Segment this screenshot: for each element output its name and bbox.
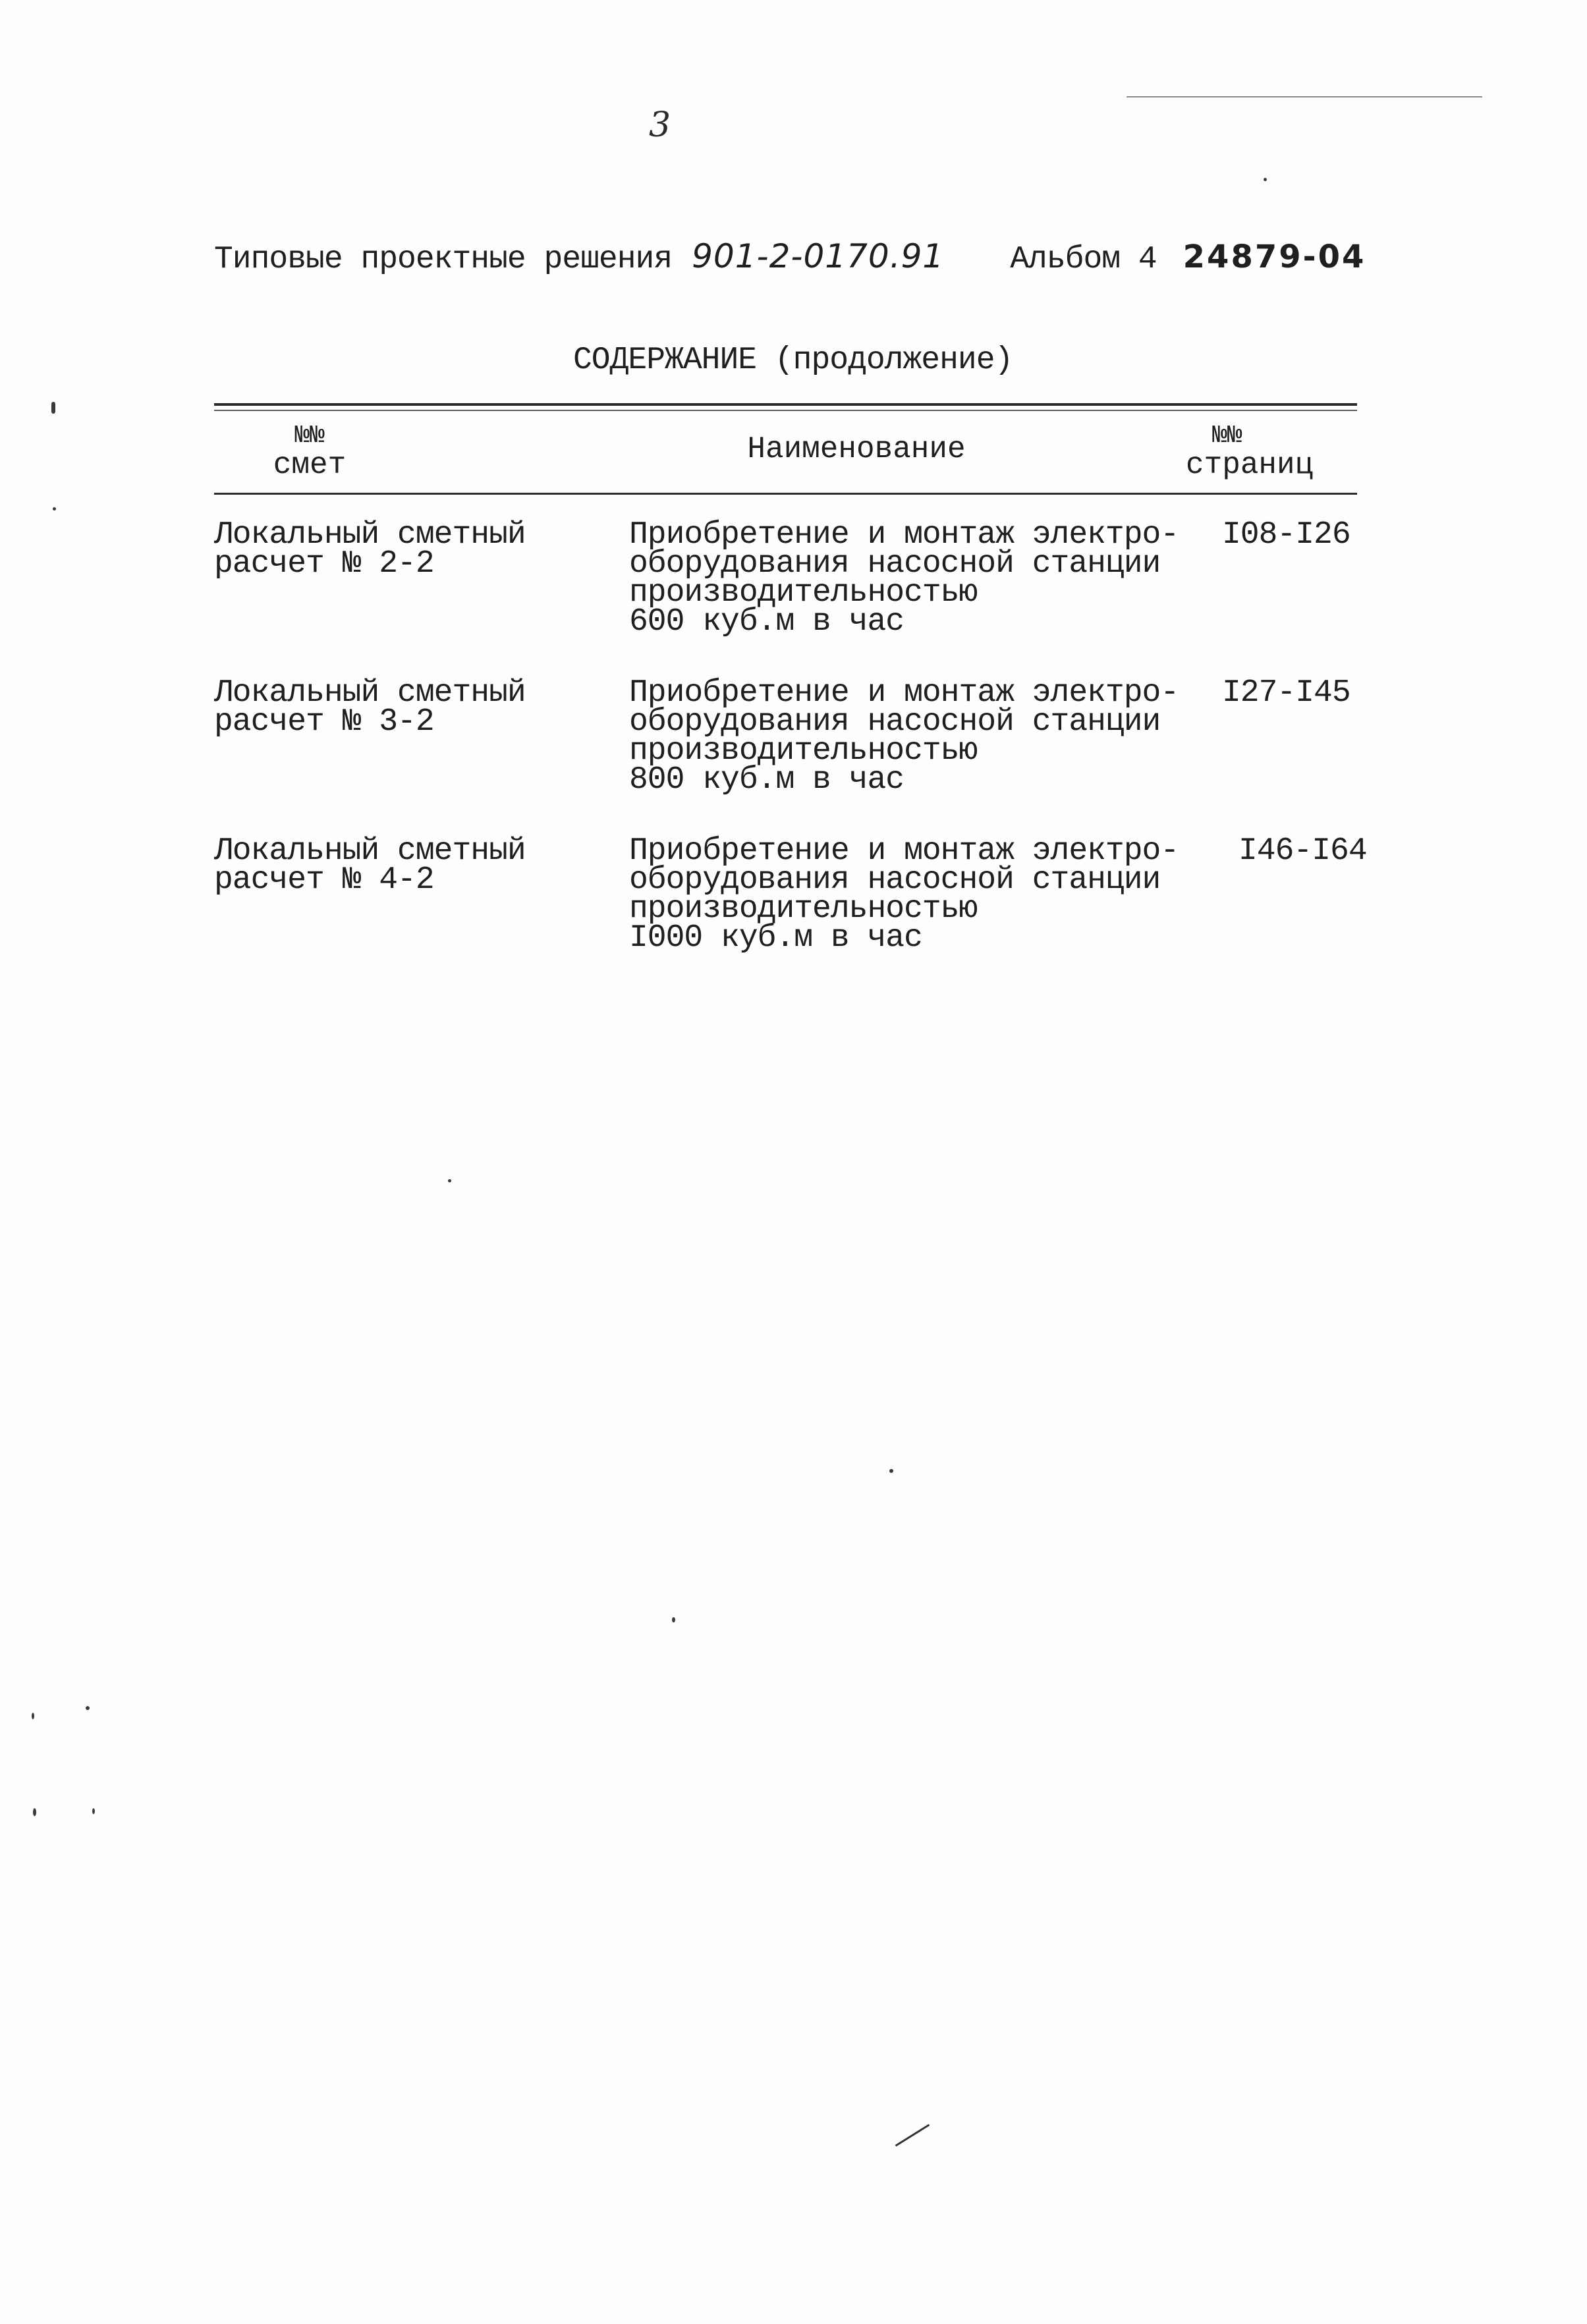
name-line: Приобретение и монтаж электро- <box>629 833 1179 869</box>
column-header-name: Наименование <box>747 432 966 466</box>
column-header-label: страниц <box>1186 448 1314 482</box>
archive-number-stamp: 24879-04 <box>1183 238 1366 275</box>
scan-speck <box>86 1706 90 1710</box>
scan-speck <box>33 1808 36 1816</box>
table-row-estimate-code <box>214 833 526 898</box>
number-sign-symbol: №№ <box>294 422 325 450</box>
estimate-title: Локальный сметный <box>214 675 526 711</box>
scan-speck <box>448 1179 451 1182</box>
name-line: производительностью <box>629 575 978 611</box>
table-row-estimate-code <box>214 675 526 740</box>
contents-title: СОДЕРЖАНИЕ (продолжение) <box>573 343 1013 378</box>
column-header-page-numbers <box>1186 422 1357 480</box>
table-row-pages: I27-I45 <box>1222 675 1350 711</box>
name-line: оборудования насосной станции <box>629 546 1161 582</box>
scan-speck <box>53 507 56 511</box>
table-row-pages: I46-I64 <box>1239 833 1367 869</box>
number-sign-symbol: №№ <box>1212 422 1242 450</box>
table-row-estimate-code <box>214 517 526 582</box>
table-header-rule <box>214 493 1357 495</box>
project-code: 901-2-0170.91 <box>692 237 945 275</box>
column-header-label: смет <box>273 448 347 482</box>
name-line: 600 куб.м в час <box>629 604 905 640</box>
scan-speck <box>672 1617 675 1622</box>
table-row-name <box>629 517 1179 640</box>
page-number: 3 <box>649 105 671 145</box>
name-line: оборудования насосной станции <box>629 704 1161 740</box>
document-header <box>214 237 1366 277</box>
table-row-name <box>629 675 1179 798</box>
name-line: 800 куб.м в час <box>629 762 905 798</box>
name-line: I000 куб.м в час <box>629 920 922 956</box>
name-line: Приобретение и монтаж электро- <box>629 517 1179 553</box>
name-line: производительностью <box>629 733 978 769</box>
top-margin-rule <box>1127 96 1482 97</box>
estimate-number: расчет № 2-2 <box>214 546 434 582</box>
name-line: оборудования насосной станции <box>629 862 1161 898</box>
scan-speck <box>1264 178 1267 181</box>
name-line: производительностью <box>629 891 978 927</box>
table-row-pages: I08-I26 <box>1222 517 1350 553</box>
pen-mark <box>895 2124 930 2146</box>
table-row-name <box>629 833 1179 956</box>
scan-speck <box>92 1808 95 1814</box>
scan-speck <box>889 1469 893 1473</box>
scan-speck <box>32 1713 34 1719</box>
estimate-title: Локальный сметный <box>214 833 526 869</box>
name-line: Приобретение и монтаж электро- <box>629 675 1179 711</box>
table-top-rule-inner <box>214 410 1357 411</box>
column-header-estimate-number <box>250 422 369 480</box>
table-top-rule <box>214 403 1357 406</box>
album-label: Альбом 4 <box>1010 242 1157 277</box>
estimate-number: расчет № 3-2 <box>214 704 434 740</box>
series-label: Типовые проектные решения <box>214 242 673 277</box>
scan-speck <box>51 402 55 414</box>
estimate-title: Локальный сметный <box>214 517 526 553</box>
estimate-number: расчет № 4-2 <box>214 862 434 898</box>
